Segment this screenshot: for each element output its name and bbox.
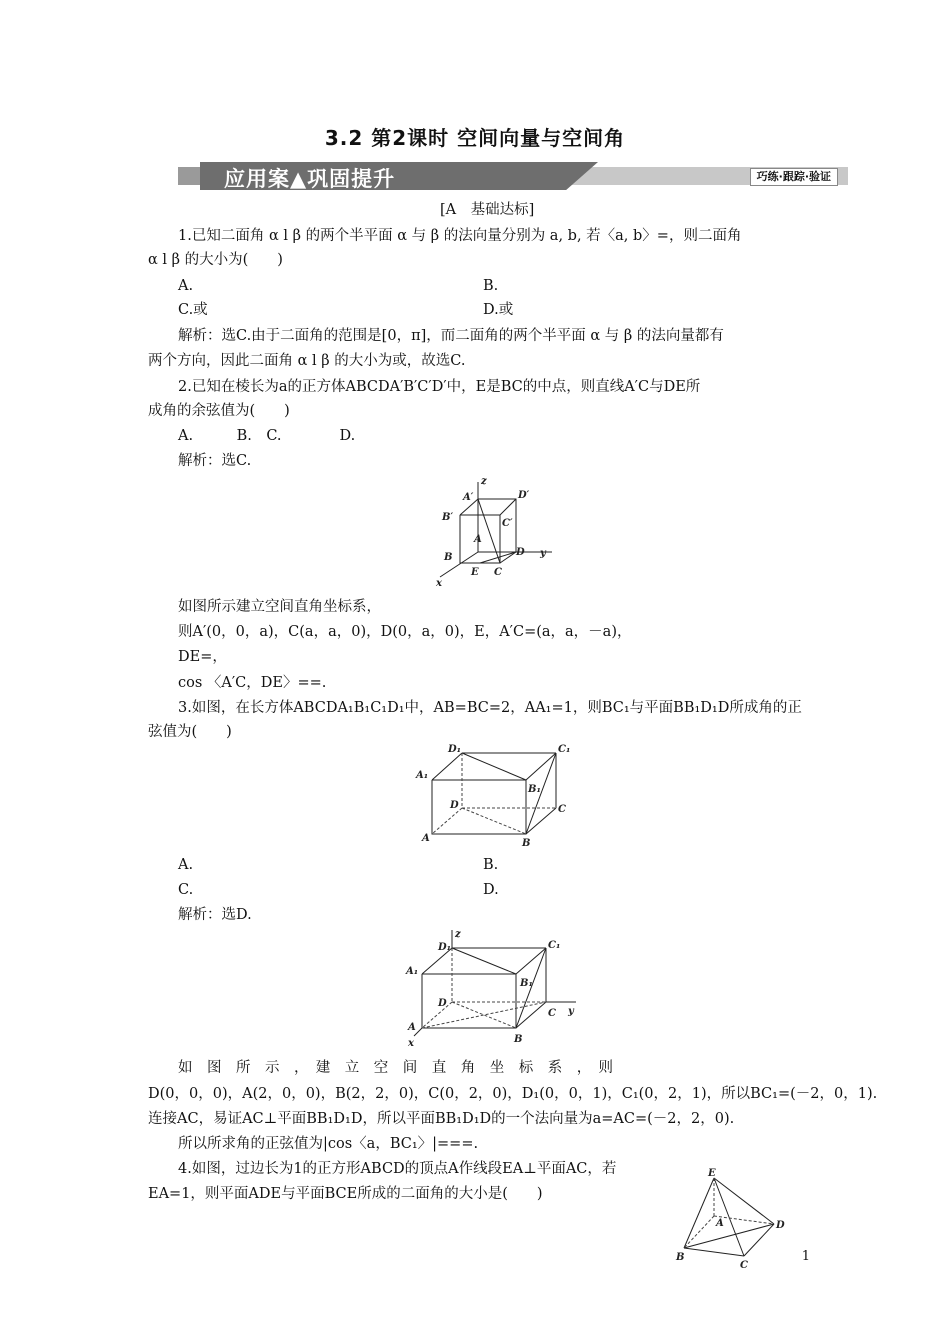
q2-fig-label: A′ [463,492,474,503]
q3-option-c: C. [178,882,194,898]
q4-pyramid-figure [672,1162,792,1272]
q4-stem-line1: 4.如图，过边长为1的正方形ABCD的顶点A作线段EA⊥平面AC，若 [178,1161,617,1177]
q2-fig-label: D [516,547,525,558]
q1-stem-line1: 1.已知二面角 α l β 的两个半平面 α 与 β 的法向量分别为 a, b, 若〈a, b〉=，则二面角 [178,228,742,244]
q2-fig-label: y [540,548,546,559]
q2-fig-label: A [474,534,482,545]
q3-fig-label: C₁ [558,744,571,755]
q3-stem-line2: 弦值为( ) [148,724,232,740]
q3-work-line2: D(0，0，0)，A(2，0，0)，B(2，2，0)，C(0，2，0)，D₁(0，0，1)，C₁(0，2，1)，所以BC₁=(－2，0，1). [148,1086,878,1102]
q3-fig2-label: A₁ [406,966,419,977]
q1-option-a: A. [178,278,194,294]
q4-fig-label: D [776,1220,785,1231]
q4-stem-line2: EA=1，则平面ADE与平面BCE所成的二面角的大小是( ) [148,1186,543,1202]
q3-fig2-label: y [568,1006,574,1017]
q3-fig-label: B₁ [528,784,541,795]
q2-stem-line1: 2.已知在棱长为a的正方体ABCDA′B′C′D′中，E是BC的中点，则直线A′C与DE所 [178,379,701,395]
q2-fig-label: C [494,567,502,578]
q3-option-d: D. [483,882,499,898]
q2-options: A. B. C. D. [178,428,356,444]
q2-solution: 解析：选C. [178,453,252,469]
q3-fig2-label: D₁ [438,942,452,953]
q3-work-line4: 所以所求角的正弦值为|cos〈a，BC₁〉|===. [178,1136,479,1152]
q2-fig-label: B′ [442,512,454,523]
q3-fig-label: B [522,838,531,849]
section-banner [178,162,848,190]
q3-fig2-label: B [514,1034,523,1045]
q3-box-figure [410,740,580,850]
q1-solution-line1: 解析：选C.由于二面角的范围是[0，π]，而二面角的两个半平面 α 与 β 的法向量都有 [178,328,724,344]
q4-fig-label: A [716,1218,724,1229]
q1-stem-line2: α l β 的大小为( ) [148,252,283,268]
q1-option-d: D.或 [483,302,514,318]
q1-solution-line2: 两个方向，因此二面角 α l β 的大小为或，故选C. [148,353,466,369]
q3-stem-line1: 3.如图，在长方体ABCDA₁B₁C₁D₁中，AB=BC=2，AA₁=1，则BC₁与平面BB₁D₁D所成角的正 [178,700,802,716]
q4-fig-label: B [676,1252,685,1263]
q3-fig2-label: D [438,998,447,1009]
q3-fig2-label: C₁ [548,940,561,951]
q2-work-line4: cos 〈A′C，DE〉==. [178,675,327,691]
q3-fig2-label: C [548,1008,556,1019]
q3-option-b: B. [483,857,499,873]
q2-fig-label: C′ [502,518,513,529]
q1-option-c: C.或 [178,302,208,318]
q2-fig-label: B [444,552,453,563]
q3-option-a: A. [178,857,194,873]
q3-fig-label: D₁ [448,744,462,755]
q3-work-line3: 连接AC，易证AC⊥平面BB₁D₁D，所以平面BB₁D₁D的一个法向量为a=AC=(－2，2，0). [148,1111,735,1127]
q2-fig-label: D′ [518,490,530,501]
page-number: 1 [801,1249,810,1264]
section-label: [A 基础达标] [440,202,535,218]
q3-fig2-label: z [455,929,461,940]
q3-fig-label: A₁ [416,770,429,781]
q2-fig-label: z [481,476,487,487]
q2-work-line2: 则A′(0，0，a)，C(a，a，0)，D(0，a，0)，E，A′C=(a，a，－a)， [178,624,632,640]
q1-option-b: B. [483,278,499,294]
q4-fig-label: C [740,1260,748,1271]
q3-coordinate-figure [404,928,584,1050]
q3-fig-label: D [450,800,459,811]
q3-fig2-label: B₁ [520,978,533,989]
q2-fig-label: E [471,567,479,578]
q3-fig-label: A [422,833,430,844]
q3-work-line1: 如 图 所 示 ， 建 立 空 间 直 角 坐 标 系 ， 则 [178,1060,613,1076]
q4-fig-label: E [708,1168,716,1179]
banner-title: 应用案▲巩固提升 [224,167,396,191]
q2-cube-figure [430,474,560,589]
q3-fig-label: C [558,804,566,815]
banner-tag: 巧练·跟踪·验证 [750,168,838,186]
q2-work-line3: DE=， [178,649,227,665]
q3-fig2-label: x [408,1038,414,1049]
q2-fig-label: x [436,578,442,589]
q2-work-line1: 如图所示建立空间直角坐标系， [178,599,381,615]
q3-fig2-label: A [408,1022,416,1033]
page-title: 3.2 第2课时 空间向量与空间角 [324,126,626,150]
q2-stem-line2: 成角的余弦值为( ) [148,403,290,419]
q3-solution: 解析：选D. [178,907,252,923]
